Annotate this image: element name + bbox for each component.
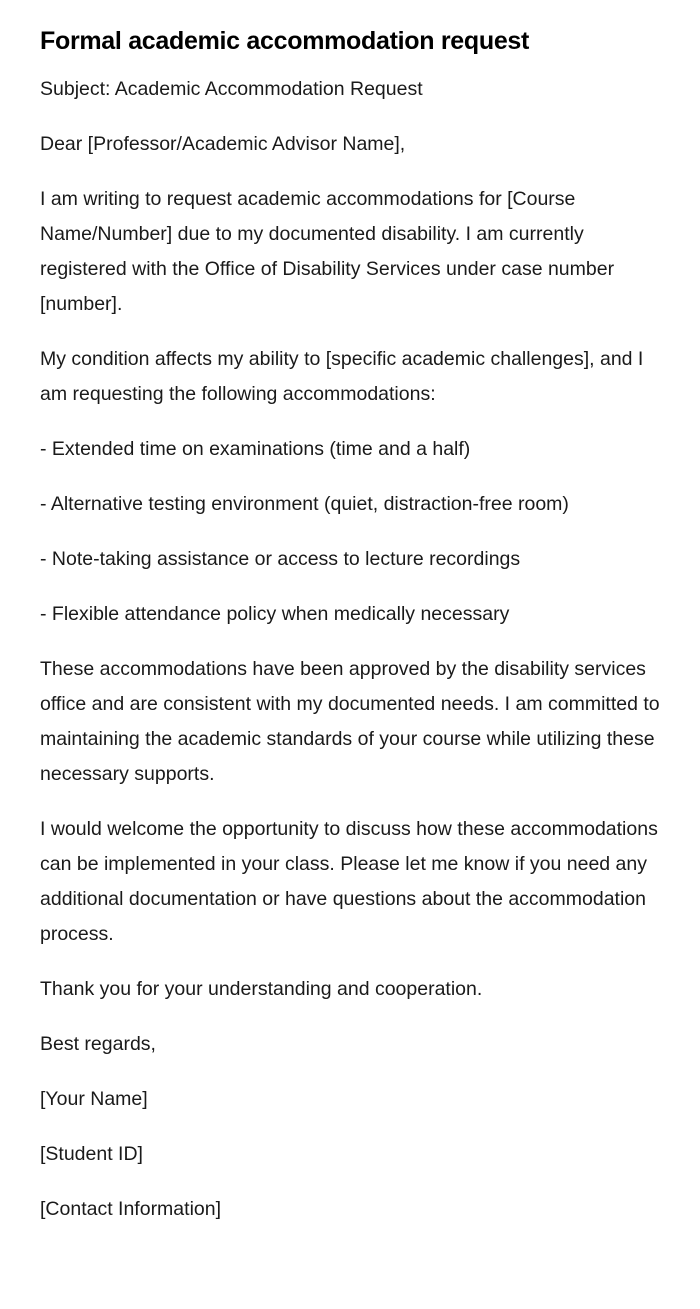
- accommodation-item: - Note-taking assistance or access to lecture recordings: [40, 548, 521, 570]
- condition-paragraph: My condition affects my ability to [specific academic challenges], and I am requesting the following accommodations:: [40, 348, 644, 405]
- intro-paragraph: I am writing to request academic accommodations for [Course Name/Number] due to my documented disability. I am currently registered with the Office of Disability Services under case number [number].: [40, 188, 615, 315]
- closing-line: Best regards,: [40, 1033, 156, 1055]
- thanks-line: Thank you for your understanding and cooperation.: [40, 978, 483, 1000]
- accommodation-item: - Alternative testing environment (quiet, distraction-free room): [40, 493, 569, 515]
- approval-paragraph: These accommodations have been approved by the disability services office and are consistent with my documented needs. I am committed to maintaining the academic standards of your course while utilizing these necessary supports.: [40, 658, 660, 785]
- signature-student-id: [Student ID]: [40, 1143, 143, 1165]
- subject-line: Subject: Academic Accommodation Request: [40, 78, 423, 100]
- discussion-paragraph: I would welcome the opportunity to discuss how these accommodations can be implemented in your class. Please let me know if you need any additional documentation or have questions about the accommodation process.: [40, 818, 658, 945]
- salutation: Dear [Professor/Academic Advisor Name],: [40, 133, 406, 155]
- signature-contact: [Contact Information]: [40, 1198, 222, 1220]
- signature-name: [Your Name]: [40, 1088, 148, 1110]
- accommodation-item: - Flexible attendance policy when medically necessary: [40, 603, 510, 625]
- document-title: Formal academic accommodation request: [40, 27, 530, 55]
- accommodation-item: - Extended time on examinations (time and a half): [40, 438, 471, 460]
